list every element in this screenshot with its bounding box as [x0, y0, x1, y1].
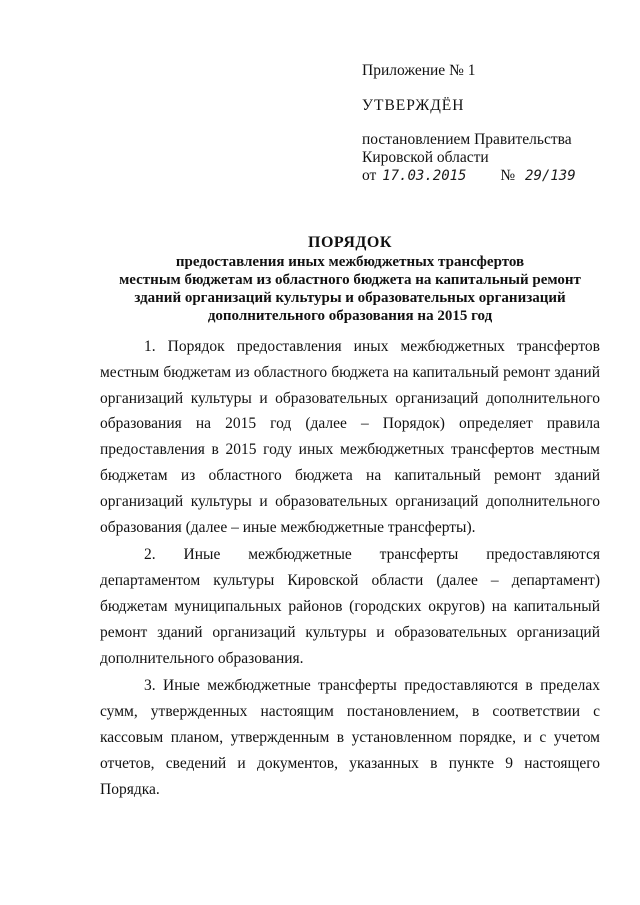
paragraph-3: 3. Иные межбюджетные трансферты предоставляются в пределах сумм, утвержденных настоящим постановлением, в соответствии с кассовым планом, утвержденным в установленном порядке, и с учетом отчетов, сведений и документов, указанных в пункте 9 настоящего Порядка.	[100, 677, 600, 798]
approved-label: УТВЕРЖДЁН	[362, 97, 465, 114]
document-title: ПОРЯДОК	[308, 234, 392, 251]
document-body	[100, 334, 600, 802]
subtitle-line-1: предоставления иных межбюджетных трансфертов	[175, 254, 525, 270]
subtitle-line-2: местным бюджетам из областного бюджета на капитальный ремонт	[119, 272, 581, 288]
paragraph-1: 1. Порядок предоставления иных межбюджетных трансфертов местным бюджетам из областного бюджета на капитальный ремонт зданий организаций культуры и образовательных организаций дополнительного образования на 2015 год (далее – Порядок) определяет правила предоставления в 2015 году иных межбюджетных трансфертов местным бюджетам из областного бюджета на капитальный ремонт зданий организаций культуры и образовательных организаций дополнительного образования (далее – иные межбюджетные трансферты).	[100, 338, 600, 536]
date-label: от	[362, 167, 377, 184]
appendix-label: Приложение № 1	[362, 62, 476, 79]
decree-date-row	[362, 167, 612, 185]
decree-line-2: Кировской области	[362, 149, 489, 166]
number-label: №	[500, 167, 516, 184]
decree-line-1: постановлением Правительства	[362, 131, 572, 148]
handwritten-date: 17.03.2015	[382, 168, 467, 184]
document-heading	[100, 233, 600, 325]
handwritten-number: 29/139	[525, 168, 576, 184]
paragraph-2: 2. Иные межбюджетные трансферты предоставляются департаментом культуры Кировской области (далее – департамент) бюджетам муниципальных районов (городских округов) на капитальный ремонт зданий организаций культуры и образовательных организаций дополнительного образования.	[100, 546, 600, 667]
subtitle-line-4: дополнительного образования на 2015 год	[207, 308, 493, 324]
approval-stamp-block	[362, 62, 612, 185]
subtitle-line-3: зданий организаций культуры и образовательных организаций	[134, 290, 566, 306]
